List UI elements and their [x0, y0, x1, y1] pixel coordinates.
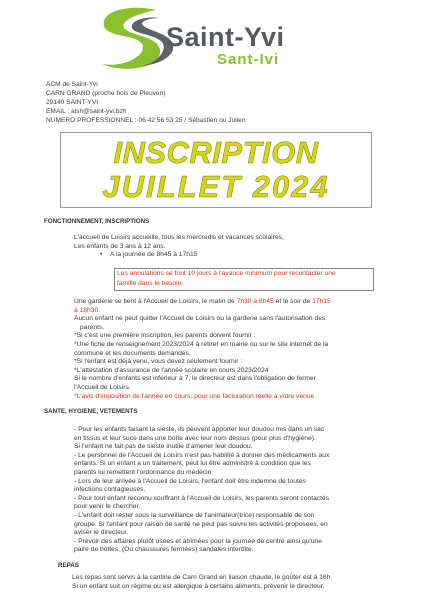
text-line: aviser le directeur. — [74, 529, 129, 537]
text-line: groupe. Si l'enfant pour raison de santé ne peut pas suivre les activités proposées, en — [74, 520, 328, 528]
text-line: *Si c'est une première inscription, les parents doivent fournir : — [74, 332, 256, 340]
text-line: - Pour les enfants faisant la sieste, ils peuvent apporter leur doudou mis dans un sac — [74, 426, 325, 433]
text-line: - L'enfant doit rester sous la surveillance de l'animateur(trice) responsable de son — [74, 511, 315, 519]
section-heading-repas: REPAS — [58, 562, 79, 569]
garderie-evening-time: 17h15 — [312, 298, 331, 305]
text-line: l'Accueil de Loisirs. — [74, 383, 131, 391]
text-line: enfants. Si un enfant a un traitement, peut lui être administré à condition que les — [74, 460, 311, 468]
text-line: et le soir de — [273, 298, 313, 305]
text-line: parents. — [80, 323, 105, 331]
brand-name-breton: Sant-Ivi — [217, 51, 280, 68]
bullet-item — [74, 251, 284, 260]
title-banner — [60, 132, 372, 208]
text-line: parents lui remettent l'ordonnance du médecin — [74, 468, 212, 476]
contact-line: EMAIL : alsh@saint-yvi.bzh — [46, 108, 127, 115]
contact-line: CARN GRAND (proche bois de Pleuven) — [46, 90, 166, 97]
annulation-notice — [114, 268, 374, 291]
logo — [96, 4, 386, 74]
garderie-line — [74, 298, 331, 307]
banner-title: INSCRIPTION — [113, 135, 319, 170]
repas-body — [72, 574, 330, 591]
text-line: Si un enfant suit un régime ou est allergique à certains aliments, prévenir le directeur. — [72, 582, 325, 590]
text-line: - Le personnel de l'Accueil de Loisirs n'est pas habilité à donner des médicaments aux — [74, 451, 330, 459]
text-line: - Lors de leur arrivée à l'Accueil de Loisirs, l'enfant doit être indemne de toutes — [74, 477, 306, 485]
text-line: Aucun enfant ne peut quitter l'Accueil de Loisirs ou la garderie sans l'autorisation des — [74, 315, 326, 323]
contact-block — [46, 80, 246, 125]
text-line: infections contagieuses. — [74, 486, 146, 494]
text-line: pour venir le chercher. — [74, 503, 141, 511]
fonctionnement-intro — [74, 234, 284, 260]
garderie-evening-time-end: à 18h30. — [74, 306, 101, 314]
text-line: *L'attestation d'assurance de l'année scolaire en cours 2023/2024 — [74, 366, 269, 374]
notice-line: famille dans le besoin. — [117, 280, 184, 287]
text-line: *Une fiche de renseignement 2023/2024 à retirer en mairie ou sur le site internet de la — [74, 340, 329, 348]
text-line: - Prévoir des affaires plutôt usées et abîmées pour la journée de centre ainsi qu'une — [74, 537, 322, 545]
fonctionnement-body — [74, 298, 331, 401]
text-line: L'accueil de Loisirs accueille, tous les mercredis et vacances scolaires, — [74, 234, 284, 241]
brand-name: Saint-Yvi — [166, 22, 285, 52]
text-line: Les enfants de 3 ans à 12 ans. — [74, 242, 166, 250]
text-line: *Si l'enfant est déjà venu, vous devez seulement fournir : — [74, 358, 243, 366]
imposition-warning: *L'avis d'imposition de l'année en cours, pour une facturation réelle à votre venue — [74, 392, 315, 400]
banner-subtitle: JUILLET 2024 — [102, 169, 330, 204]
bullet-icon: • — [100, 251, 103, 259]
text-line: en tissus et leur suce dans une boîte avec leur nom dessus (pour plus d'hygiène). — [74, 434, 316, 442]
text-line: - Pour tout enfant reconnu souffrant à l'Accueil de Loisirs, les parents seront contactés — [74, 494, 330, 502]
text-line: Les repas sont servis à la cantine de Carn Grand en liaison chaude, le goûter est à 16h — [72, 574, 331, 581]
contact-line: ACM de Saint-Yvi — [46, 81, 98, 88]
text-line: paire de bottes. (Ou chaussures fermées) sandales interdite. — [74, 546, 254, 554]
text-line: Si le nombre d'enfants est inférieur à 7, le directeur est dans l'obligation de fermer — [74, 375, 316, 383]
garderie-morning-time: 7h30 à 8h45 — [236, 298, 274, 305]
section-heading-fonctionnement: FONCTIONNEMENT, INSCRIPTIONS — [44, 218, 150, 225]
text-line: commune et les documents demandés. — [74, 349, 191, 357]
text-line: A la journée de 8h45 à 17h15 — [110, 251, 198, 259]
sante-body — [74, 426, 329, 555]
text-line: Une garderie se tient à l'Accueil de Loisirs, le matin de — [74, 298, 237, 305]
notice-line: Les annulations se font 10 jours à l'avance minimum pour recontacter une — [117, 270, 336, 277]
contact-line: 29140 SAINT-YVI — [46, 99, 99, 106]
section-heading-sante: SANTE, HYGIENE, VETEMENTS — [44, 408, 138, 415]
text-line: Si l'enfant ne fait pas de sieste inutile d'amener leur doudou. — [74, 443, 253, 451]
contact-line: NUMERO PROFESSIONNEL : 06 42 56 53 25 / Sébastien ou Julien — [46, 117, 246, 124]
